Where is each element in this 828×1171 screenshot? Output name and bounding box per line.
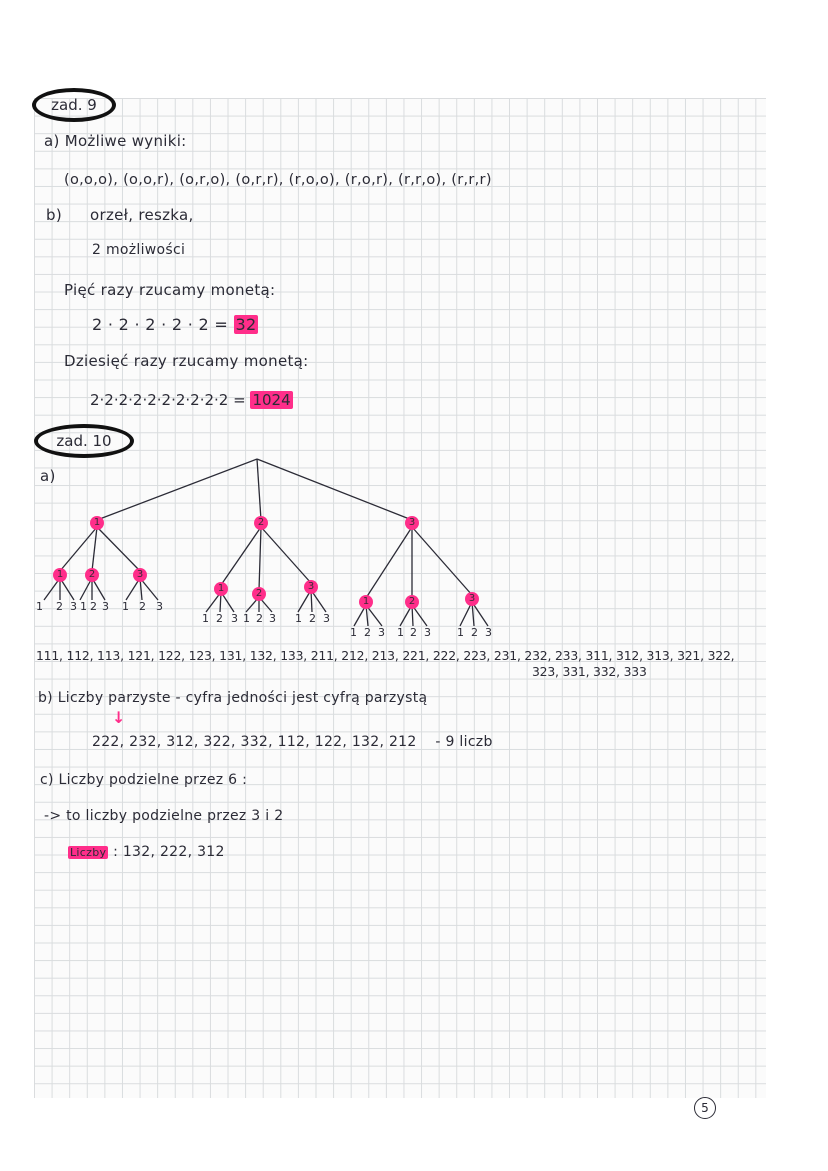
zad9-ten-expr: 2·2·2·2·2·2·2·2·2·2 =: [90, 391, 246, 409]
zad9-b-options: orzeł, reszka,: [90, 206, 194, 224]
tree-node-level2: 1: [359, 595, 373, 609]
page-number-text: 5: [701, 1101, 709, 1115]
tree-leaf: 3: [156, 600, 163, 613]
tree-leaf: 2: [364, 626, 371, 639]
tree-leaf: 3: [269, 612, 276, 625]
tree-leaf: 3: [485, 626, 492, 639]
tree-leaf: 2: [309, 612, 316, 625]
zad10-c-note: -> to liczby podzielne przez 3 i 2: [44, 808, 284, 824]
page-number: [694, 1097, 716, 1119]
zad9-b-count: 2 możliwości: [92, 242, 186, 258]
tree-leaf: 1: [80, 600, 87, 613]
tree-leaf: 1: [36, 600, 43, 613]
tree-leaf: 3: [70, 600, 77, 613]
tree-node-level2: 3: [133, 568, 147, 582]
tree-leaf: 3: [424, 626, 431, 639]
tree-leaf: 3: [378, 626, 385, 639]
tree-node-level2: 1: [53, 568, 67, 582]
tree-leaf: 3: [323, 612, 330, 625]
zad10-numbers-line1: 111, 112, 113, 121, 122, 123, 131, 132, 133, 211, 212, 213, 221, 222, 223, 231, 232, 233, 311, 312, 313, 321, 322,: [36, 648, 735, 663]
zad10-c-word: Liczby: [70, 846, 107, 859]
tree-leaf: 1: [397, 626, 404, 639]
tree-leaf: 3: [102, 600, 109, 613]
zad10-b-count: - 9 liczb: [435, 734, 493, 750]
tree-leaf: 1: [457, 626, 464, 639]
zad10-numbers-line2: 323, 331, 332, 333: [532, 664, 647, 679]
tree-leaf: 2: [139, 600, 146, 613]
tree-leaf: 2: [471, 626, 478, 639]
zad9-title-text: zad. 9: [51, 96, 97, 114]
tree-leaf: 2: [216, 612, 223, 625]
zad10-b-numbers: 222, 232, 312, 322, 332, 112, 122, 132, 212: [92, 734, 417, 750]
zad9-five-result: 32: [235, 315, 257, 334]
tree-leaf: 1: [295, 612, 302, 625]
zad9-a-results: (o,o,o), (o,o,r), (o,r,o), (o,r,r), (r,o,o), (r,o,r), (r,r,o), (r,r,r): [64, 172, 492, 188]
tree-leaf: 2: [90, 600, 97, 613]
zad9-five-expr: 2 · 2 · 2 · 2 · 2 =: [92, 315, 229, 334]
zad9-five-label-text: Pięć razy rzucamy monetą:: [64, 281, 276, 299]
tree-node-level1-1: 1: [90, 516, 104, 530]
arrow-down-icon: ↓: [112, 708, 126, 727]
tree-node-level2: 2: [85, 568, 99, 582]
zad9-a-label: a) Możliwe wyniki:: [44, 132, 187, 150]
zad10-c-answer: [68, 844, 225, 860]
tree-leaf: 2: [56, 600, 63, 613]
zad9-ten-result: 1024: [252, 391, 291, 409]
tree-leaf: 2: [410, 626, 417, 639]
zad10-b-numbers-row: [92, 734, 493, 750]
tree-leaf: 3: [231, 612, 238, 625]
zad10-a-label: a): [40, 467, 56, 485]
tree-node-level1-3: 3: [405, 516, 419, 530]
zad9-b-label: b): [46, 206, 62, 224]
zad10-b-label: b) Liczby parzyste - cyfra jedności jest cyfrą parzystą: [38, 690, 428, 706]
tree-leaf: 1: [202, 612, 209, 625]
tree-node-level2: 3: [304, 580, 318, 594]
zad9-ten-label-text: Dziesięć razy rzucamy monetą:: [64, 352, 309, 370]
zad10-title-text: zad. 10: [56, 432, 112, 450]
tree-node-level2: 2: [405, 595, 419, 609]
tree-node-level1-2: 2: [254, 516, 268, 530]
tree-node-level2: 3: [465, 592, 479, 606]
tree-leaf: 2: [256, 612, 263, 625]
tree-leaf: 1: [122, 600, 129, 613]
tree-node-level2: 1: [214, 582, 228, 596]
tree-node-level2: 2: [252, 587, 266, 601]
tree-leaf: 1: [350, 626, 357, 639]
zad10-c-label: c) Liczby podzielne przez 6 :: [40, 772, 248, 788]
tree-leaf: 1: [243, 612, 250, 625]
zad10-c-numbers: : 132, 222, 312: [113, 844, 225, 860]
